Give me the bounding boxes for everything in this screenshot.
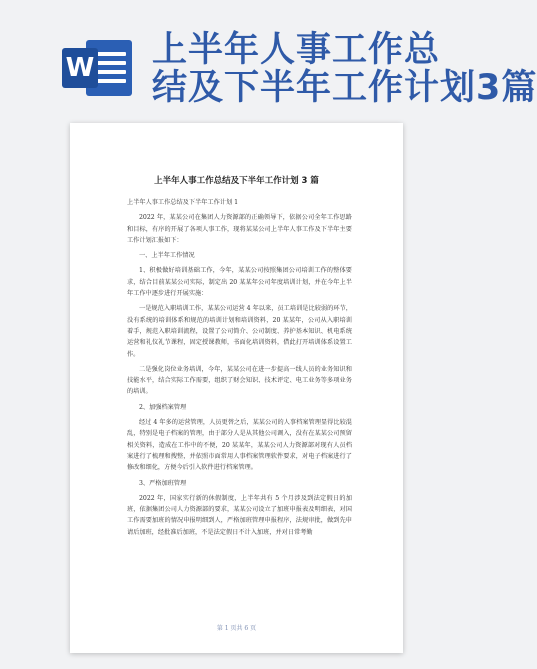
header-banner <box>0 0 537 120</box>
doc-subheading-archives: 2、加强档案管理 <box>139 403 187 411</box>
document-page <box>70 123 403 653</box>
doc-paragraph-subtitle: 上半年人事工作总结及下半年工作计划 1 <box>127 199 239 206</box>
doc-paragraph-onboarding: 一是规范入职培训工作，某某公司运营 4 年以来，员工培训是比较弱的环节，没有系统的培训体系和规范的培训计划和培训资料，20 某某年，公司从入职培训着手，规范入职培训流程，设置了公司简介、公司制度、养护基本知识、机电系统运营和礼仪礼节课程，固定授课教师，书面化培训资料，借此打开培训体系设置工作。 <box>127 305 352 358</box>
word-document-icon <box>62 36 134 98</box>
doc-paragraph-skills: 二是强化岗位业务培训，今年，某某公司在进一步提高一线人员的业务知识和技能水平，结合实际工作需要，组织了财会知识、技术评定、电工业务等多项业务的培训。 <box>127 365 352 396</box>
document-body <box>127 197 352 542</box>
page-number: 第 1 页共 6 页 <box>216 625 257 632</box>
doc-paragraph-intro: 2022 年，某某公司在集团人力资源部的正确领导下，依据公司全年工作思路和目标，有序的开展了各项人事工作，现将某某公司上半年人事工作及下半年主要工作计划汇报如下： <box>127 214 352 244</box>
document-title: 上半年人事工作总结及下半年工作计划 3 篇 <box>154 176 319 186</box>
doc-paragraph-archives: 经过 4 年多的运营管理，人员更替之后，某某公司的人事档案管理显得比较混乱，特别是电子档案的管理，由于部分人是从其他公司调入，没有在某某公司预留相关资料，造成在工作中的不便，20 某某年，某某公司人力资源部对现有人员档案进行了梳理和搜整，并依照市面常用人事档案管理软件要求，对电子档案进行了修改和细化，方便今后引入软件进行档案管理。 <box>127 419 352 472</box>
doc-paragraph-training: 1、积极做好培训基础工作，今年，某某公司按照集团公司培训工作的整体要求，结合目前某某公司实际，制定出 20 某某年公司年度培训计划，并在今年上半年工作中逐步进行开展实施： <box>127 267 352 298</box>
doc-section-heading: 一、上半年工作情况 <box>139 252 195 260</box>
word-w-badge: W <box>62 48 98 88</box>
banner-title-line-1: 上半年人事工作总 <box>152 30 441 70</box>
banner-title-line-2: 结及下半年工作计划3篇 <box>152 68 537 108</box>
text-lines-icon <box>96 52 126 88</box>
doc-subheading-overtime: 3、严格加班管理 <box>139 479 187 487</box>
doc-paragraph-overtime: 2022 年，国家实行新的休假制度，上半年共有 5 个月涉及到法定假日的加班，依据集团公司人力资源部的要求，某某公司设立了加班申报表及明细表，对国工作需要加班的情况申报明细到人，严格加班管理申报程序，法规审批，做到先申请后加班，经批准后加班，不是法定假日不计入加班，并对日常考勤 <box>127 494 352 536</box>
